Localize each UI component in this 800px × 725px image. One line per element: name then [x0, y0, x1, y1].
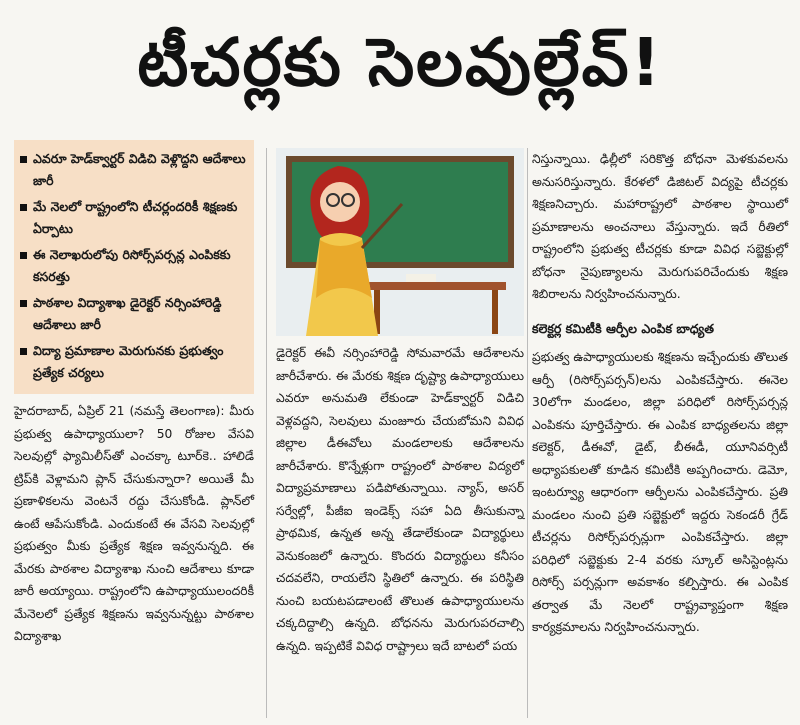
teacher-illustration — [276, 148, 524, 336]
bullet-square-icon — [20, 156, 27, 163]
highlight-item: విద్యా ప్రమాణాల మెరుగునకు ప్రభుత్వం ప్రత్యేక చర్యలు — [20, 340, 248, 384]
article-body-col1: హైదరాబాద్, ఏప్రిల్ 21 (నమస్తే తెలంగాణ): మీరు ప్రభుత్వ ఉపాధ్యాయులా? 50 రోజుల వేసవి సెలవుల్లో ఫ్యామిలీస్‌తో ఎంచక్కా టూర్‌కె.. హాలిడే ట్రిప్‌కి వెళ్లామని ప్లాన్ చేసుకున్నారా? అయితే మీ ప్రణాళికలను వెంటనే రద్దు చేసుకోండి. ప్లాన్‌లో ఉంటే ఆపేసుకోండి. ఎందుకంటే ఈ వేసవి సెలవుల్లో ప్రభుత్వం మీకు ప్రత్యేక శిక్షణ ఇవ్వనున్నది. ఈ మేరకు పాఠశాల విద్యాశాఖ నుంచి ఆదేశాలు కూడా జారీ అయ్యాయి. రాష్ట్రంలోని ఉపాధ్యాయులందరికీ మేనెలలో ప్రత్యేక శిక్షణను ఇవ్వనున్నట్టు పాఠశాల విద్యాశాఖ — [14, 404, 254, 643]
bullet-square-icon — [20, 300, 27, 307]
highlight-item: ఈ నెలాఖరులోపు రిసోర్స్‌పర్సన్ల ఎంపికకు కసరత్తు — [20, 244, 248, 288]
article-body-col3-part2: ప్రభుత్వ ఉపాధ్యాయులకు శిక్షణను ఇచ్చేందుకు తొలుత ఆర్పీ (రిసోర్స్‌పర్సన్)లను ఎంపికచేస్తారు. ఈనెల 30లోగా మండలం, జిల్లా పరిధిలో రిసోర్స్‌పర్సన్ల ఎంపికను పూర్తిచేస్తారు. ఈ ఎంపిక బాధ్యతలను జిల్లా కలెక్టర్, డీఈవో, డైట్, బీఈడీ, యూనివర్సిటీ అధ్యాపకులతో కూడిన కమిటీకి అప్పగించారు. డెమో, ఇంటర్వ్యూ ఆధారంగా ఆర్పీలను ఎంపికచేస్తారు. ప్రతి మండలం నుంచి ప్రతి సబ్జెక్టులో ఇద్దరు సెకండరీ గ్రేడ్ టీచర్లను రిసోర్స్‌పర్సన్లుగా ఎంపికచేస్తారు. జిల్లా పరిధిలో సబ్జెక్టుకు 2-4 వరకు స్కూల్ అసిస్టెంట్లను రిసోర్స్ పర్సన్లుగా అవకాశం కల్పిస్తారు. ఈ ఎంపిక తర్వాత మే నెలలో రాష్ట్రవ్యాప్తంగా శిక్షణ కార్యక్రమాలను నిర్వహించనున్నారు. — [532, 350, 788, 634]
column-3 — [532, 148, 788, 639]
highlight-item: పాఠశాల విద్యాశాఖ డైరెక్టర్ నర్సింహారెడ్డి ఆదేశాలు జారీ — [20, 292, 248, 336]
article-body-col3: నిస్తున్నాయి. ఢిల్లీలో సరికొత్త బోధనా మెళకువలను అనుసరిస్తున్నారు. కేరళలో డిజిటల్ విద్యపై టీచర్లకు శిక్షణనిచ్చారు. మహారాష్ట్రలో పాఠశాల స్థాయిలో ప్రమాణాలను అంచనాలు వేస్తున్నారు. ఇదే రీతిలో రాష్ట్రంలోని ప్రభుత్వ టీచర్లకు కూడా వివిధ సబ్జెక్టుల్లో బోధనా నైపుణ్యాలను మెరుగుపరిచేందుకు శిక్షణ శిబిరాలను నిర్వహించనున్నారు. — [532, 152, 788, 301]
column-divider — [527, 148, 528, 718]
headline: టీచర్లకు సెలవుల్లేవ్! — [137, 23, 663, 101]
column-2 — [276, 148, 524, 657]
highlights-box — [14, 140, 254, 394]
headline-block — [0, 0, 800, 140]
bullet-square-icon — [20, 348, 27, 355]
subheading: కలెక్టర్ల కమిటీకి ఆర్పీల ఎంపిక బాధ్యత — [532, 320, 714, 336]
column-divider — [266, 148, 267, 718]
article-body-col2: డైరెక్టర్ ఈవీ నర్సింహారెడ్డి సోమవారమే ఆదేశాలను జారీచేశారు. ఈ మేరకు శిక్షణ దృష్ట్యా ఉపాధ్యాయులు ఎవరూ అనుమతి లేకుండా హెడ్‌క్వార్టర్ విడిచి వెళ్లవద్దని, సెలవులు మంజూరు చేయబోమని వివిధ జిల్లాల డీఈవోలు మండలాలకు ఆదేశాలను జారీచేశారు. కొన్నేళ్లుగా రాష్ట్రంలో పాఠశాల విద్యలో విద్యాప్రమాణాలు పడిపోతున్నాయి. న్యాస్, అసర్ సర్వేల్లో, పీజీఐ ఇండెక్స్ సహా ఏది తీసుకున్నా ప్రాథమిక, ఉన్నత అన్న తేడాలేకుండా విద్యార్థులు వెనుకంజలో ఉన్నారు. కొందరు విద్యార్థులు కనీసం చదవలేని, రాయలేని స్థితిలో ఉన్నారు. ఈ పరిస్థితి నుంచి బయటపడాలంటే తొలుత ఉపాధ్యాయులను చక్కదిద్దాల్సి ఉన్నది. బోధనను మెరుగుపరచాల్సి ఉన్నది. ఇప్పటికే వివిధ రాష్ట్రాలు ఇదే బాటలో పయ — [276, 346, 524, 653]
highlight-item: ఎవరూ హెడ్‌క్వార్టర్ విడిచి వెళ్లొద్దని ఆదేశాలు జారీ — [20, 148, 248, 192]
bullet-square-icon — [20, 204, 27, 211]
bullet-square-icon — [20, 252, 27, 259]
column-1 — [14, 140, 254, 648]
highlight-item: మే నెలలో రాష్ట్రంలోని టీచర్లందరికీ శిక్షణకు ఏర్పాటు — [20, 196, 248, 240]
